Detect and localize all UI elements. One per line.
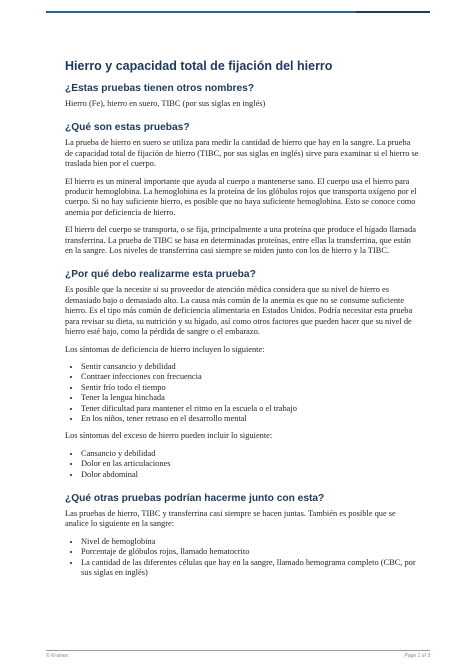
list-item: • Dolor abdominal <box>81 470 420 480</box>
other-tests-list <box>65 537 420 579</box>
footer-copyright: © Krames <box>46 653 69 659</box>
deficiency-symptom-list <box>65 362 420 424</box>
document-body <box>65 58 420 585</box>
list-item: • En los niños, tener retraso en el desarrollo mental <box>81 414 420 424</box>
paragraph: La prueba de hierro en suero se utiliza para medir la cantidad de hierro que hay en la sangre. La prueba de capacidad total de fijación de hierro (TIBC, por sus siglas en inglés) sirve para examinar si el hierro se traslada bien por el cuerpo. <box>65 138 419 169</box>
list-item: • Nivel de hemoglobina <box>81 537 420 547</box>
section-other-names <box>65 82 420 109</box>
list-item: • Tener dificultad para mantener el ritmo en la escuela o el trabajo <box>81 404 420 414</box>
paragraph: El hierro es un mineral importante que ayuda al cuerpo a mantenerse sano. El cuerpo usa el hierro para producir hemoglobina. La hemoglobina es la proteína de los glóbulos rojos que transporta oxígeno por el cuerpo. Si no hay suficiente hierro, es posible que no haya suficiente hemoglobina. Esto se conoce como anemia por deficiencia de hierro. <box>65 176 417 217</box>
paragraph: Hierro (Fe), hierro en suero, TIBC (por sus siglas en inglés) <box>65 99 266 108</box>
paragraph: Los síntomas del exceso de hierro pueden incluir lo siguiente: <box>65 431 273 441</box>
list-item: • Tener la lengua hinchada <box>81 393 420 403</box>
section-heading: ¿Qué otras pruebas podrían hacerme junto con esta? <box>65 492 325 504</box>
section-other-tests <box>65 492 420 578</box>
list-item: • Sentir cansancio y debilidad <box>81 362 420 372</box>
paragraph: Los síntomas de deficiencia de hierro incluyen lo siguiente: <box>65 344 265 354</box>
list-item: • La cantidad de las diferentes células que hay en la sangre, llamado hemograma completo (CBC, por sus siglas en inglés) <box>81 558 420 579</box>
paragraph: Las pruebas de hierro, TIBC y transferrina casi siempre se hacen juntas. También es posible que se analice lo siguiente en la sangre: <box>65 508 396 529</box>
section-heading: ¿Estas pruebas tienen otros nombres? <box>65 83 255 94</box>
list-item: • Sentir frío todo el tiempo <box>81 383 420 393</box>
paragraph: Es posible que la necesite si su proveedor de atención médica considera que su nivel de hierro es demasiado bajo o demasiado alto. La causa más común de la anemia es que no se consume suficiente hierro. Es el tipo más común de deficiencia alimentaria en Estados Unidos. Podría necesitar esta prueba para revisar su dieta, su nutrición y su hígado, así como otros factores que pueden hacer que su nivel de hierro esté bajo, como la pérdida de sangre o el embarazo. <box>65 285 413 337</box>
section-heading: ¿Qué son estas pruebas? <box>65 122 190 134</box>
top-rule-accent <box>356 11 430 13</box>
list-item: • Porcentaje de glóbulos rojos, llamado hematocrito <box>81 547 420 557</box>
section-heading: ¿Por qué debo realizarme esta prueba? <box>65 269 256 281</box>
list-item: • Dolor en las articulaciones <box>81 459 420 469</box>
section-why-test <box>65 268 420 480</box>
footer-rule <box>46 650 430 651</box>
section-what-are-tests <box>65 121 420 256</box>
list-item: • Cansancio y debilidad <box>81 449 420 459</box>
list-item: • Contraer infecciones con frecuencia <box>81 372 420 382</box>
excess-symptom-list <box>65 449 420 480</box>
page-title: Hierro y capacidad total de fijación del hierro <box>65 59 333 73</box>
footer-page-number: Page 1 of 3 <box>404 653 430 659</box>
paragraph: El hierro del cuerpo se transporta, o se fija, principalmente a una proteína que produce el hígado llamada transferrina. La prueba de TIBC se basa en determinadas proteínas, entre ellas la transferrina, que están en la sangre. Los niveles de transferrina casi siempre se miden junto con los de hierro y la TIBC. <box>65 225 416 256</box>
